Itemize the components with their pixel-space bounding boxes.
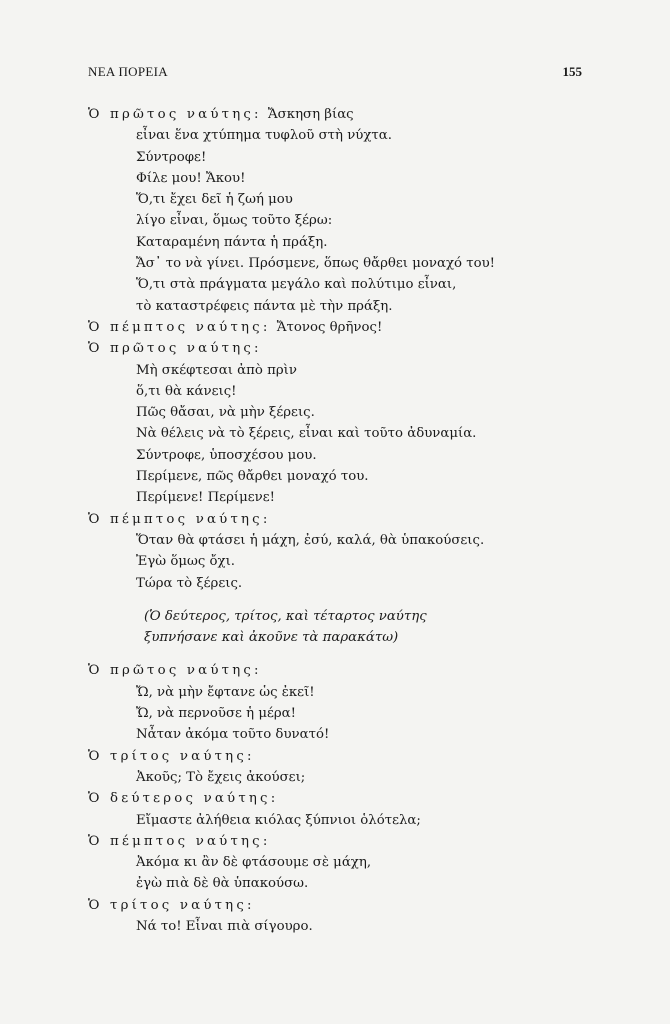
verse-line: Ὤ, νὰ περνοῦσε ἡ μέρα!	[136, 706, 296, 722]
verse-line: Μὴ σκέφτεσαι ἀπὸ πρὶν	[136, 362, 297, 378]
verse-line: Ἀκόμα κι ἂν δὲ φτάσουμε σὲ μάχη,	[136, 855, 372, 871]
verse-line: Ὤ, νὰ μὴν ἔφτανε ὡς ἐκεῖ!	[136, 684, 315, 700]
speaker-name: Ὁ τρίτος ναύτης:	[88, 748, 255, 764]
speaker-name: Ὁ πρῶτος ναύτης:	[88, 341, 262, 357]
speaker-name: Ὁ πέμπτος ναύτης:	[88, 319, 271, 335]
speaker-name: Ὁ δεύτερος ναύτης:	[88, 791, 279, 807]
speaker-name: Ὁ πρῶτος ναύτης:	[88, 663, 262, 679]
verse-line: Ὅ,τι ἔχει δεῖ ἡ ζωή μου	[136, 192, 293, 208]
page-number: 155	[562, 64, 582, 79]
verse-line: Ὅ,τι στὰ πράγματα μεγάλο καὶ πολύτιμο εἶναι,	[136, 277, 457, 293]
speech-text: Ἄτονος θρῆνος!	[276, 319, 383, 335]
speech-text: Ἄσκηση βίας	[267, 107, 354, 122]
verse-line: Σύντροφε!	[136, 149, 207, 165]
speaker-line	[88, 317, 588, 338]
stanza-gap	[88, 648, 588, 660]
verse-line: Πῶς θἄσαι, νὰ μὴν ξέρεις.	[136, 405, 315, 421]
speaker-line	[88, 104, 588, 125]
verse-line: Νὰ θέλεις νὰ τὸ ξέρεις, εἶναι καὶ τοῦτο ἀδυναμία.	[136, 426, 477, 442]
verse-line: Καταραμένη πάντα ἡ πράξη.	[136, 234, 328, 250]
journal-title: ΝΕΑ ΠΟΡΕΙΑ	[88, 64, 168, 79]
verse-line: Νά το! Εἶναι πιὰ σίγουρο.	[136, 918, 313, 934]
verse-line: Ἐγὼ ὅμως ὄχι.	[136, 554, 236, 570]
verse-line: Τώρα τὸ ξέρεις.	[136, 575, 243, 591]
speaker-name: Ὁ πρῶτος ναύτης:	[88, 107, 262, 122]
speaker-line	[88, 338, 588, 359]
speaker-line	[88, 831, 588, 852]
verse-line: Περίμενε! Περίμενε!	[136, 490, 275, 506]
verse-line: Ἀκοῦς; Τὸ ἔχεις ἀκούσει;	[136, 769, 306, 785]
speaker-name: Ὁ πέμπτος ναύτης:	[88, 833, 271, 849]
speaker-line	[88, 509, 588, 530]
speaker-name: Ὁ τρίτος ναύτης:	[88, 897, 255, 913]
running-header	[88, 64, 582, 84]
poem-text	[88, 104, 588, 937]
verse-line: Νἆταν ἀκόμα τοῦτο δυνατό!	[136, 727, 330, 743]
speaker-line	[88, 746, 588, 767]
verse-line: λίγο εἶναι, ὅμως τοῦτο ξέρω:	[136, 213, 333, 229]
verse-line: Ἄσ᾽ το νὰ γίνει. Πρόσμενε, ὅπως θἄρθει μοναχό του!	[136, 256, 496, 272]
verse-line: εἶναι ἕνα χτύπημα τυφλοῦ στὴ νύχτα.	[136, 128, 392, 144]
verse-line: Σύντροφε, ὑποσχέσου μου.	[136, 447, 317, 463]
verse-line: Εἴμαστε ἀλήθεια κιόλας ξύπνιοι ὁλότελα;	[136, 812, 421, 828]
stanza-gap	[88, 594, 588, 606]
stage-direction: ξυπνήσανε καὶ ἀκοῦνε τὰ παρακάτω)	[144, 630, 399, 646]
speaker-line	[88, 788, 588, 809]
verse-line: Περίμενε, πῶς θἄρθει μοναχό του.	[136, 469, 369, 485]
verse-line: ἐγὼ πιὰ δὲ θὰ ὑπακούσω.	[136, 876, 309, 892]
verse-line: ὅ,τι θὰ κάνεις!	[136, 383, 237, 399]
stage-direction: (Ὁ δεύτερος, τρίτος, καὶ τέταρτος ναύτης	[144, 608, 427, 624]
verse-line: Ὅταν θὰ φτάσει ἡ μάχη, ἐσύ, καλά, θὰ ὑπακούσεις.	[136, 532, 485, 548]
speaker-line	[88, 660, 588, 681]
speaker-line	[88, 895, 588, 916]
speaker-name: Ὁ πέμπτος ναύτης:	[88, 511, 271, 527]
verse-line: τὸ καταστρέφεις πάντα μὲ τὴν πράξη.	[136, 298, 393, 314]
verse-line: Φίλε μου! Ἄκου!	[136, 170, 246, 186]
